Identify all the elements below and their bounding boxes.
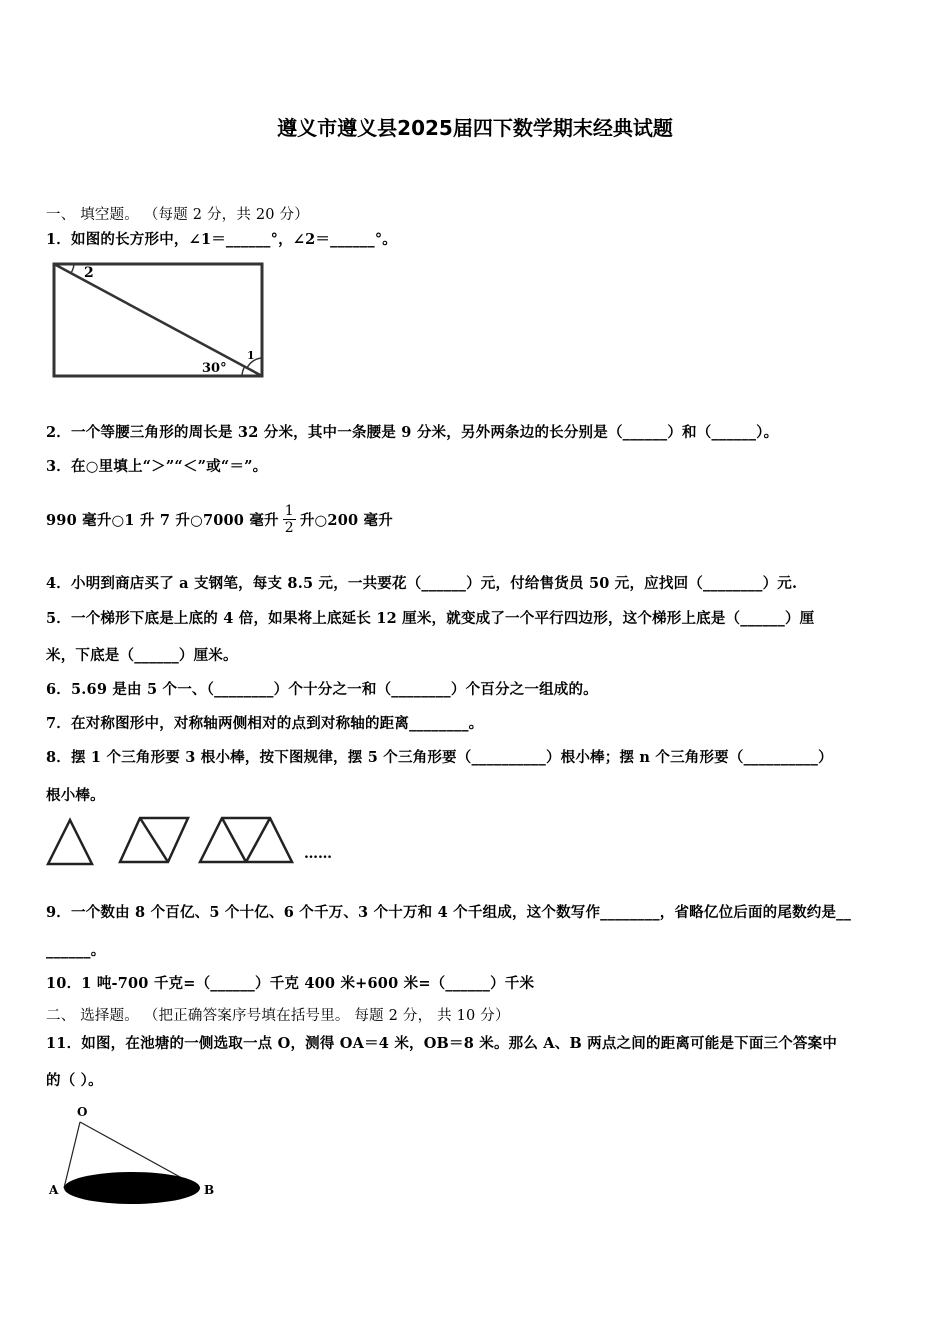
question-9-line-1: 9．一个数由 8 个百亿、5 个十亿、6 个千万、3 个十万和 4 个千组成，这个数写作________，省略亿位后面的尾数约是__ (46, 904, 852, 921)
fraction-numerator: 1 (284, 502, 294, 519)
question-11-line-2: 的（ ）。 (46, 1072, 103, 1089)
fraction-denominator: 2 (284, 519, 294, 536)
question-4: 4．小明到商店买了 a 支钢笔，每支 8.5 元，一共要花（______）元，付给售货员 50 元，应找回（________）元. (46, 575, 798, 592)
segment-oa (64, 1122, 80, 1188)
fraction-one-half (283, 503, 296, 536)
question-5-line-2: 米，下底是（______）厘米。 (46, 647, 238, 664)
one-triangle (48, 820, 92, 864)
page-title: 遵义市遵义县2025届四下数学期末经典试题 (277, 116, 673, 140)
pond-diagram (46, 1102, 226, 1208)
question-9-line-2: ______。 (46, 942, 106, 959)
question-1: 1．如图的长方形中，∠1＝______°，∠2＝______°。 (46, 231, 397, 248)
question-3: 3．在○里填上“＞”“＜”或“＝”。 (46, 458, 268, 475)
triangle-pattern-figure (44, 814, 344, 870)
point-b-label: B (204, 1183, 215, 1197)
point-o-label: O (77, 1105, 88, 1119)
question-7: 7．在对称图形中，对称轴两侧相对的点到对称轴的距离________。 (46, 715, 484, 732)
point-a-label: A (49, 1183, 59, 1197)
q3-compare-1-2: 990 毫升○1 升 7 升○7000 毫升 (46, 512, 279, 529)
question-8-line-1: 8．摆 1 个三角形要 3 根小棒，按下图规律，摆 5 个三角形要（__________）根小棒；摆 n 个三角形要（__________） (46, 749, 833, 766)
pond-shape (64, 1172, 200, 1204)
question-2: 2．一个等腰三角形的周长是 32 分米，其中一条腰是 9 分米，另外两条边的长分别是（______）和（______）。 (46, 424, 779, 441)
q3-compare-3: 升○200 毫升 (299, 512, 393, 529)
question-5-line-1: 5．一个梯形下底是上底的 4 倍，如果将上底延长 12 厘米，就变成了一个平行四边形，这个梯形上底是（______）厘 (46, 610, 815, 627)
question-8-line-2: 根小棒。 (46, 787, 105, 804)
angle-1-label: 1 (247, 349, 255, 362)
question-6: 6．5.69 是由 5 个一、（________）个十分之一和（________）个百分之一组成的。 (46, 681, 598, 698)
question-10: 10．1 吨-700 千克=（______）千克 400 米+600 米=（______）千米 (46, 975, 535, 992)
rectangle-diagram (48, 258, 268, 382)
three-triangles-divider-1 (222, 818, 246, 862)
angle-30-label: 30° (202, 361, 227, 376)
question-3-items (46, 488, 393, 536)
section-2-heading: 二、 选择题。 （把正确答案序号填在括号里。 每题 2 分， 共 10 分） (46, 1008, 510, 1024)
three-triangles-outline (200, 818, 292, 862)
two-triangles-divider (140, 818, 168, 862)
question-11-line-1: 11．如图，在池塘的一侧选取一点 O，测得 OA＝4 米，OB＝8 米。那么 A、B 两点之间的距离可能是下面三个答案中 (46, 1035, 838, 1052)
section-1-heading: 一、 填空题。 （每题 2 分，共 20 分） (46, 207, 309, 223)
angle-2-label: 2 (84, 265, 94, 281)
three-triangles-divider-2 (246, 818, 270, 862)
pattern-ellipsis: …… (304, 846, 332, 862)
